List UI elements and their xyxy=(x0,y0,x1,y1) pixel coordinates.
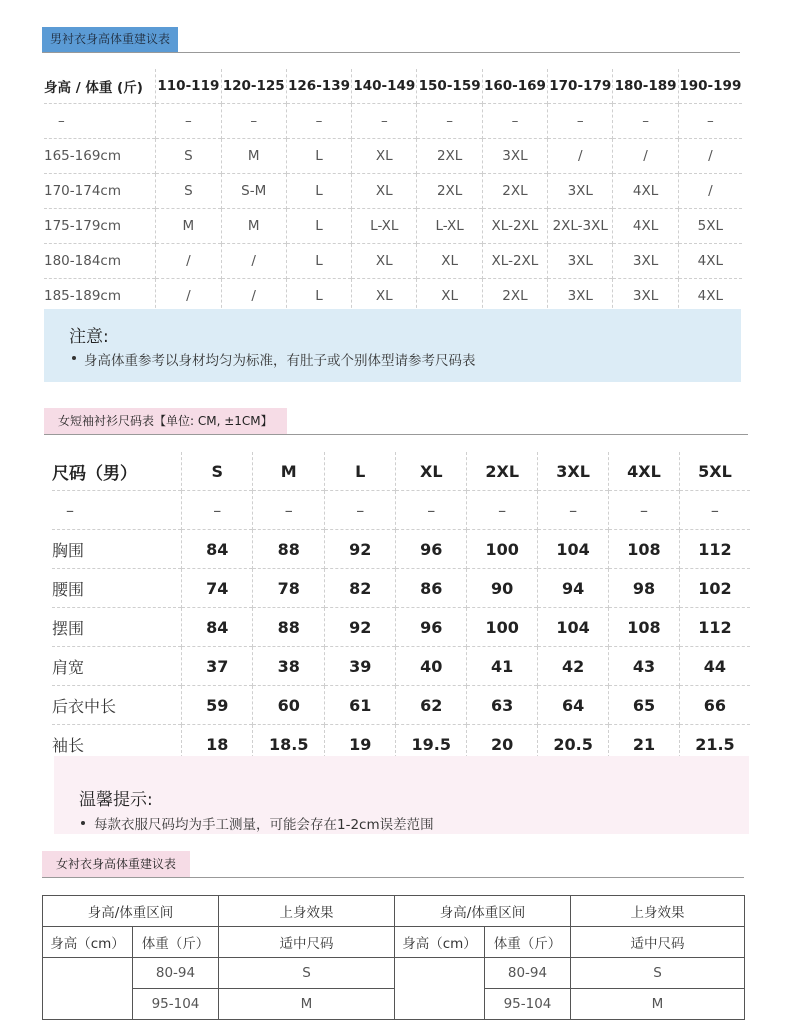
table-cell: / xyxy=(548,139,613,174)
table-cell: – xyxy=(609,491,680,530)
column-header: 170-179 xyxy=(548,69,613,104)
note2 xyxy=(54,756,749,834)
row-label: 180-184cm xyxy=(44,244,156,279)
table-cell: 43 xyxy=(609,647,680,686)
table-row xyxy=(43,958,745,989)
row-label: – xyxy=(52,491,182,530)
table-header-row xyxy=(52,452,750,491)
group-header-cell: 上身效果 xyxy=(219,896,395,927)
section3-divider xyxy=(42,877,744,878)
men-height-weight-table xyxy=(44,69,742,313)
column-header: S xyxy=(182,452,253,491)
row-label: – xyxy=(44,104,156,139)
table-cell: XL-2XL xyxy=(482,244,547,279)
table-row xyxy=(43,989,745,1020)
column-header: 2XL xyxy=(467,452,538,491)
women-size-table xyxy=(52,452,750,763)
table-cell: M xyxy=(156,209,221,244)
table-cell: 41 xyxy=(467,647,538,686)
table-row xyxy=(44,174,742,209)
table-cell: XL xyxy=(352,244,417,279)
table-cell: – xyxy=(678,104,742,139)
table-cell: – xyxy=(286,104,351,139)
table-cell: 88 xyxy=(253,608,325,647)
table-cell: L-XL xyxy=(352,209,417,244)
note1 xyxy=(44,309,741,382)
table-cell: XL xyxy=(417,244,482,279)
table-cell: 37 xyxy=(182,647,253,686)
note2-title: 温馨提示: xyxy=(79,790,153,810)
group-header-cell: 上身效果 xyxy=(571,896,745,927)
table-cell: S xyxy=(219,958,395,989)
table-cell: 94 xyxy=(538,569,609,608)
table-cell: 2XL-3XL xyxy=(548,209,613,244)
sub-header-cell: 身高（cm） xyxy=(43,927,133,958)
table-cell: 92 xyxy=(325,530,396,569)
table-cell: 39 xyxy=(325,647,396,686)
table-cell: XL xyxy=(352,279,417,314)
column-header: 身高 / 体重 (斤) xyxy=(44,80,143,96)
table-cell: 90 xyxy=(467,569,538,608)
column-header: 150-159 xyxy=(417,69,482,104)
table-cell xyxy=(43,958,133,1020)
table-cell: 3XL xyxy=(548,174,613,209)
table-cell: – xyxy=(325,491,396,530)
table-cell: 60 xyxy=(253,686,325,725)
sub-header-cell: 体重（斤） xyxy=(133,927,219,958)
table-cell: 3XL xyxy=(613,244,678,279)
table-cell: – xyxy=(467,491,538,530)
table-row xyxy=(52,569,750,608)
table-cell: L-XL xyxy=(417,209,482,244)
table-cell: 80-94 xyxy=(133,958,219,989)
column-header: XL xyxy=(396,452,467,491)
table-cell: 61 xyxy=(325,686,396,725)
table-cell: S xyxy=(156,139,221,174)
row-label: 165-169cm xyxy=(44,139,156,174)
table-cell: / xyxy=(678,139,742,174)
row-label: 腰围 xyxy=(52,569,182,608)
table-header-row xyxy=(44,69,742,104)
section1-title: 男衬衣身高体重建议表 xyxy=(42,27,178,52)
table-cell: 64 xyxy=(538,686,609,725)
table-cell: – xyxy=(396,491,467,530)
table-cell: 3XL xyxy=(548,279,613,314)
table-cell: – xyxy=(548,104,613,139)
table-cell: 62 xyxy=(396,686,467,725)
table-row xyxy=(52,647,750,686)
row-label: 185-189cm xyxy=(44,279,156,314)
column-header: 180-189 xyxy=(613,69,678,104)
table-row xyxy=(44,279,742,314)
table-cell: 80-94 xyxy=(485,958,571,989)
table-cell: L xyxy=(286,209,351,244)
row-label: 170-174cm xyxy=(44,174,156,209)
table-cell: 96 xyxy=(396,608,467,647)
group-header-cell: 身高/体重区间 xyxy=(395,896,571,927)
table-cell: 100 xyxy=(467,608,538,647)
section1-divider xyxy=(42,52,740,53)
table-cell: – xyxy=(538,491,609,530)
table-cell: 4XL xyxy=(678,244,742,279)
table-cell: 104 xyxy=(538,608,609,647)
table-cell xyxy=(395,958,485,1020)
table-cell: 19.5 xyxy=(396,725,467,764)
column-header: 120-125 xyxy=(221,69,286,104)
table-cell: 66 xyxy=(679,686,750,725)
table-cell: 78 xyxy=(253,569,325,608)
table-cell: 108 xyxy=(609,608,680,647)
table-row xyxy=(52,491,750,530)
table-cell: L xyxy=(286,174,351,209)
note2-bullet xyxy=(81,821,85,825)
table-cell: 95-104 xyxy=(133,989,219,1020)
sub-header-cell: 适中尺码 xyxy=(219,927,395,958)
table-cell: – xyxy=(482,104,547,139)
table-cell: L xyxy=(286,279,351,314)
table-cell: 2XL xyxy=(417,174,482,209)
column-header: 4XL xyxy=(609,452,680,491)
table-cell: 2XL xyxy=(482,279,547,314)
table-cell: / xyxy=(678,174,742,209)
table-cell: 92 xyxy=(325,608,396,647)
table-cell: / xyxy=(221,279,286,314)
column-header: L xyxy=(325,452,396,491)
table-cell: M xyxy=(221,209,286,244)
section2-title: 女短袖衬衫尺码表【单位: CM, ±1CM】 xyxy=(44,408,287,435)
row-label: 摆围 xyxy=(52,608,182,647)
table-cell: / xyxy=(156,279,221,314)
column-header: 160-169 xyxy=(482,69,547,104)
table-cell: 100 xyxy=(467,530,538,569)
table-cell: 4XL xyxy=(678,279,742,314)
table-cell: 4XL xyxy=(613,209,678,244)
row-label: 肩宽 xyxy=(52,647,182,686)
column-header: 126-139 xyxy=(286,69,351,104)
table-cell: XL xyxy=(352,139,417,174)
table-cell: 18 xyxy=(182,725,253,764)
sub-header-cell: 身高（cm） xyxy=(395,927,485,958)
table-cell: XL xyxy=(417,279,482,314)
column-header: 3XL xyxy=(538,452,609,491)
table-cell: M xyxy=(219,989,395,1020)
table-cell: 3XL xyxy=(613,279,678,314)
table-cell: 38 xyxy=(253,647,325,686)
table-cell: 20.5 xyxy=(538,725,609,764)
table-cell: 4XL xyxy=(613,174,678,209)
table-cell: – xyxy=(352,104,417,139)
table-row xyxy=(44,244,742,279)
table-cell: – xyxy=(613,104,678,139)
table-row xyxy=(43,896,745,927)
table-cell: 96 xyxy=(396,530,467,569)
column-header: 190-199 xyxy=(678,69,742,104)
table-cell: XL-2XL xyxy=(482,209,547,244)
note1-text: 身高体重参考以身材均匀为标准，有肚子或个别体型请参考尺码表 xyxy=(84,353,476,369)
table-cell: 65 xyxy=(609,686,680,725)
section1-header xyxy=(42,27,742,53)
table-cell: 84 xyxy=(182,608,253,647)
row-label: 袖长 xyxy=(52,725,182,764)
table-cell: 102 xyxy=(679,569,750,608)
table-row xyxy=(43,927,745,958)
table-cell: – xyxy=(156,104,221,139)
table-cell: 82 xyxy=(325,569,396,608)
table-cell: 112 xyxy=(679,608,750,647)
table-cell: S-M xyxy=(221,174,286,209)
table-cell: 95-104 xyxy=(485,989,571,1020)
table-cell: 88 xyxy=(253,530,325,569)
table-row xyxy=(52,530,750,569)
table-row xyxy=(52,686,750,725)
table-cell: S xyxy=(571,958,745,989)
section3-header xyxy=(42,851,745,879)
table-cell: 21 xyxy=(609,725,680,764)
column-header: 5XL xyxy=(679,452,750,491)
table-cell: 21.5 xyxy=(679,725,750,764)
sub-header-cell: 体重（斤） xyxy=(485,927,571,958)
table-cell: M xyxy=(571,989,745,1020)
table-cell: 98 xyxy=(609,569,680,608)
table-cell: XL xyxy=(352,174,417,209)
section3-title: 女衬衣身高体重建议表 xyxy=(42,851,190,877)
table-cell: 104 xyxy=(538,530,609,569)
table-cell: – xyxy=(679,491,750,530)
column-header: 140-149 xyxy=(352,69,417,104)
row-label: 胸围 xyxy=(52,530,182,569)
table-row xyxy=(44,139,742,174)
group-header-cell: 身高/体重区间 xyxy=(43,896,219,927)
table-cell: 2XL xyxy=(417,139,482,174)
row-label: 175-179cm xyxy=(44,209,156,244)
table-cell: / xyxy=(156,244,221,279)
table-cell: – xyxy=(221,104,286,139)
table-cell: 74 xyxy=(182,569,253,608)
table-cell: / xyxy=(221,244,286,279)
note1-title: 注意: xyxy=(69,327,109,347)
table-cell: 84 xyxy=(182,530,253,569)
column-header: M xyxy=(253,452,325,491)
table-cell: 63 xyxy=(467,686,538,725)
table-cell: 42 xyxy=(538,647,609,686)
table-row xyxy=(44,209,742,244)
table-cell: L xyxy=(286,244,351,279)
table-cell: 40 xyxy=(396,647,467,686)
table-cell: 108 xyxy=(609,530,680,569)
table-cell: / xyxy=(613,139,678,174)
note1-bullet xyxy=(72,356,76,360)
women-height-weight-table xyxy=(42,895,745,1020)
section2-divider xyxy=(44,434,748,435)
table-cell: 20 xyxy=(467,725,538,764)
table-cell: – xyxy=(253,491,325,530)
note2-text: 每款衣服尺码均为手工测量，可能会存在1-2cm误差范围 xyxy=(94,817,434,833)
table-cell: 112 xyxy=(679,530,750,569)
row-label: 后衣中长 xyxy=(52,686,182,725)
table-cell: 86 xyxy=(396,569,467,608)
table-cell: S xyxy=(156,174,221,209)
column-header: 110-119 xyxy=(156,69,221,104)
sub-header-cell: 适中尺码 xyxy=(571,927,745,958)
column-header: 尺码（男） xyxy=(52,463,137,484)
table-cell: 2XL xyxy=(482,174,547,209)
table-cell: 3XL xyxy=(482,139,547,174)
table-row xyxy=(44,104,742,139)
table-cell: 59 xyxy=(182,686,253,725)
table-cell: – xyxy=(417,104,482,139)
table-cell: 18.5 xyxy=(253,725,325,764)
table-cell: 19 xyxy=(325,725,396,764)
table-cell: 44 xyxy=(679,647,750,686)
table-cell: M xyxy=(221,139,286,174)
table-cell: 3XL xyxy=(548,244,613,279)
table-cell: – xyxy=(182,491,253,530)
table-row xyxy=(52,608,750,647)
table-cell: 5XL xyxy=(678,209,742,244)
section2-header xyxy=(44,408,749,436)
table-cell: L xyxy=(286,139,351,174)
